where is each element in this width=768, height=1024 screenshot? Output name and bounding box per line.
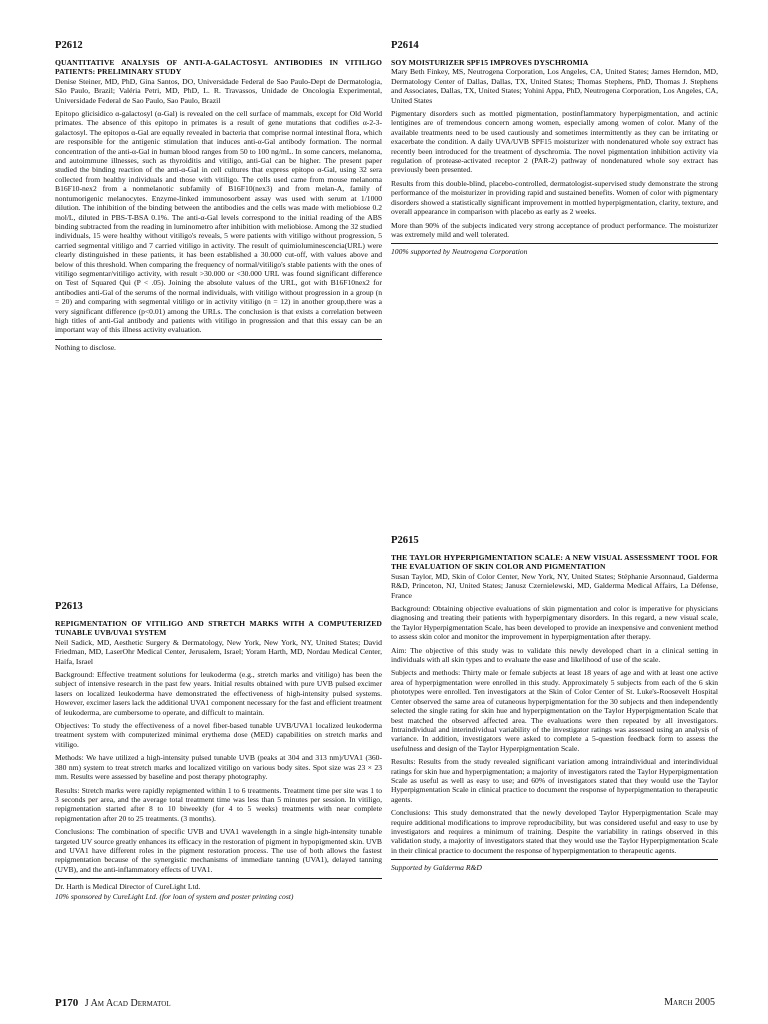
- abstract-paragraph: Results: Stretch marks were rapidly repigmented within 1 to 6 treatments. Treatment time per site was 1 to 3 seconds per area, and the average total treatment time was less than 5 minutes per session. In vitiligo, repigmentation started after 8 to 10 biweekly (for 4 to 5 weeks) treatments with near complete repigmentation after 20 to 25 treatments. (3 months).: [55, 785, 382, 823]
- abstract-authors: Susan Taylor, MD, Skin of Color Center, New York, NY, United States; Stéphanie Arsonnaud, Galderma R&D, Princeton, NJ, United States; Janusz Czernielewski, MD, Galderma Medical Affairs, La Défense, France: [391, 571, 718, 600]
- abstract-authors: Denise Steiner, MD, PhD, Gina Santos, DO, Universidade Federal de Sao Paulo-Dept de Dermatologia, São Paulo, Brazil; Valéria Petri, MD, PhD, L. R. Travassos, Unidade de Oncologia Experimental, Universidade Federal de Sao Paulo, Sao Paulo, Brazil: [55, 76, 382, 105]
- abstract-code: P2613: [55, 601, 83, 612]
- abstract-paragraph: Methods: We have utilized a high-intensity pulsed tunable UVB (peaks at 304 and 313 nm)/UVA1 (360-380 nm) system to treat stretch marks and localized vitiligo on various body sites. Spot size was 23 × 23 mm. Results were assessed by baseline and post therapy photography.: [55, 753, 382, 782]
- abstract-paragraph: Conclusions: The combination of specific UVB and UVA1 wavelength in a single high-intensity tunable targeted UV source greatly enhances its efficacy in the restoration of pigment in hypopigmented skin. UVB and UVA1 have different roles in the pigment restoration process. The use of both allows the fastest repigmentation because of the synergistic mechanisms of immediate tanning (UVA1), delayed tanning (UVB), and the anti-inflammatory effects of UVA1.: [55, 827, 382, 874]
- journal-name: J Am Acad Dermatol: [84, 998, 171, 1009]
- disclosure-note: Dr. Harth is Medical Director of CureLight Ltd.: [55, 882, 201, 892]
- abstract-paragraph: More than 90% of the subjects indicated very strong acceptance of product performance. The moisturizer was extremely mild and well tolerated.: [391, 220, 718, 239]
- abstract-title: QUANTITATIVE ANALYSIS OF ANTI-Α-GALACTOSYL ANTIBODIES IN VITILIGO PATIENTS: PRELIMINARY STUDY: [55, 58, 382, 77]
- abstract-authors: Mary Beth Finkey, MS, Neutrogena Corporation, Los Angeles, CA, United States; James Herndon, MD, Dermatology Center of Dallas, Dallas, TX, United States; Thomas Stephens, PhD, Thomas J. Stephens and Associates, Dallas, TX, United States; Yohini Appa, PhD, Neutrogena Corporation, Los Angeles, CA, United States: [391, 67, 718, 105]
- page-number: P170: [55, 997, 79, 1009]
- support-note: 100% supported by Neutrogena Corporation: [391, 247, 528, 257]
- divider: [55, 339, 382, 340]
- abstract-p2612: [55, 40, 382, 352]
- abstract-code: P2615: [391, 535, 419, 546]
- abstract-p2615: [391, 535, 718, 873]
- abstract-paragraph: Results from this double-blind, placebo-controlled, dermatologist-supervised study demonstrate the strong performance of the moisturizer in providing rapid and sustained benefits. Women of color with pigmentary disorders showed a statistically significant improvement in mottled hyperpigmentation, clarity, texture, and overall appearance in comparison with placebo as early as 2 weeks.: [391, 178, 718, 217]
- abstract-paragraph: Pigmentary disorders such as mottled pigmentation, postinflammatory hyperpigmentation, and actinic lentigines are of tremendous concern among women, especially among women of color. Many of the available treatments need to be used cautiously and sometimes intermittently as they can be irritating or exacerbate the condition. A daily UVA/UVB SPF15 moisturizer with nondenatured whole soy extract has recently been introduced for the treatment of dyschromia. The novel pigmentation inhibition activity via regulation of protease-activated receptor 2 (PAR-2) pathway of nondenatured whole soy extract has previously been presented.: [391, 109, 718, 175]
- abstract-paragraph: Aim: The objective of this study was to validate this newly developed chart in a clinical setting in individuals with all skin types and to evaluate the ease and likelihood of use of the scale.: [391, 645, 718, 665]
- abstract-title: REPIGMENTATION OF VITILIGO AND STRETCH MARKS WITH A COMPUTERIZED TUNABLE UVB/UVA1 SYSTEM: [55, 619, 382, 638]
- abstract-paragraph: Results: Results from the study revealed significant variation among intraindividual and interindividual ratings for skin hue and hyperpigmentation; a majority of investigators rated the Taylor Hyperpigmentation Scale as useful as well as easy to use; and 60% of investigators stated that they would use the Taylor Hyperpigmentation Scale in clinical practice to document the response of hyperpigmentation to therapeutic agents.: [391, 757, 718, 804]
- divider: [391, 243, 718, 244]
- divider: [391, 859, 718, 860]
- abstract-code: P2612: [55, 40, 83, 51]
- support-note: Supported by Galderma R&D: [391, 863, 482, 873]
- abstract-title: THE TAYLOR HYPERPIGMENTATION SCALE: A NEW VISUAL ASSESSMENT TOOL FOR THE EVALUATION OF SKIN COLOR AND PIGMENTATION: [391, 553, 718, 572]
- disclosure-note: Nothing to disclose.: [55, 342, 116, 352]
- abstract-paragraph: Epitopo glicisidico α-galactosyl (α-Gal) is revealed on the cell surface of mammals, except for Old World primates. The absence of this epitopo in primates is a result of gene mutations that codifies α-2-3-galactosyl. The epitopos α-Gal are equally revealed in bacteria that comprise normal intestinal flora, which are responsible for the antigenic stimulation that induces anti-α-Gal antibody formation. The normal concentration of the anti-α-Gal in human blood ranges from 50 to 100 ng/mL. In some cancers, melanoma, and autoimmune illnesses, such as thyroiditis and vitiligo, anti-Gal can be higher. The present paper studied the binding reaction of the anti-α-Gal in cell cultures that express epitopo α-Gal, using 32 sera collected from healthy individuals and those with vitiligo. The cells used came from mouse melanoma B16F10-nex2 from a nonmelanotic subfamily of B16F10(nex3) and from melan-A, family of nontumorigenic melanocytes. Enzyme-linked immunosorbent assay was used with serum at 1/1000 dilution. The inhibition of the binding between the antibodies and the cells was made with meliobiose 0.2 mol/L, diluted in PBS-T-BSA 0.1%. The anti-α-Gal levels correspond to the initial reading of the ABS binding subtracted from the reading in luminometro after inhibition with meliobiose. Among the 32 studied individuals, 15 were healthy without vitiligo's reveals, 5 were patients with vitiligo without progression, 5 carried segmental vitiligo and 7 carried vitiligo in activity. The result of quimioluminescencia(URL) were clearly distinguished in these patients, it has been established a 30.000 cut-off, with values above and below of this threshold. When comparing the frequency of normal/vitiligo's stable patients with the ones of vitiligo segmentar/vitiligo activity, with result >30.000 or <30.000 URL was found significant difference on Test of Squared Qui (P < .05). Joining the absolute values of the URL, got with B16F10nex2 for antibodies anti-Gal of the serums of the normal individuals, with vitiligo without progression in a group (n = 20) and comparing with segmental vitiligo or in activity vitiligo (n = 12) in another group,there was a very significant difference (p<0.01) among the URLs. The conclusion is that exists a correlation between high titles of anti-Gal antibody and patients with vitiligo in progression and that this essay can be an important way of this illness activity evaluation.: [55, 109, 382, 335]
- issue-date: March 2005: [664, 997, 715, 1008]
- abstract-code: P2614: [391, 40, 419, 51]
- abstract-p2614: [391, 40, 718, 257]
- abstract-paragraph: Conclusions: This study demonstrated that the newly developed Taylor Hyperpigmentation Scale may require additional modifications to improve reproducibility, but was considered useful and easy to use by investigators and requires a minimum of training. Despite the variability in ratings observed in this validation study, a majority of investigators stated that they would use the Taylor Hyperpigmentation Scale in their clinical practice to document the response of hyperpigmentation to therapeutic agents.: [391, 808, 718, 855]
- abstract-p2613: [55, 601, 382, 901]
- support-note: 10% sponsored by CureLight Ltd. (for loan of system and poster printing cost): [55, 891, 294, 901]
- abstract-paragraph: Background: Effective treatment solutions for leukoderma (e.g., stretch marks and vitiligo) has been the subject of intensive research in the past few years. Initial results obtained with pure UVB pulsed excimer lasers on localized leukoderma have demonstrated the effectiveness of high-intensity pulsed systems. However, excimer lasers lack the additional UVA1 component necessary for the fast and efficient treatment of leukoderma, are cumbersome to operate, and difficult to maintain.: [55, 670, 382, 717]
- abstract-authors: Neil Sadick, MD, Aesthetic Surgery & Dermatology, New York, New York, NY, United States; David Friedman, MD, LaserOhr Medical Center, Jerusalem, Israel; Yoram Harth, MD, Nordau Medical Center, Haifa, Israel: [55, 637, 382, 666]
- abstract-paragraph: Subjects and methods: Thirty male or female subjects at least 18 years of age and with at least one active area of hyperpigmentation were enrolled in this study. Approximately 5 subjects from each of the 6 skin phototypes were enrolled. Ten investigators at the Skin of Color Center of St. Luke's-Roosevelt Hospital Center observed the same area of cutaneous hyperpigmentation for the 30 subjects and then independently selected the single rating for skin hue and hyperpigmentation on the Taylor Hyperpigmentation Scale that best matched the observed affected area. The evaluations were then repeated by all investigators. Intraindividual and interindividual variability of the investigator ratings was assessed using an analysis of variance. In addition, investigators were asked to complete a 5-question feedback form to assess the usefulness and design of the Taylor Hyperpigmentation Scale.: [391, 668, 718, 753]
- abstract-paragraph: Objectives: To study the effectiveness of a novel fiber-based tunable UVB/UVA1 localized leukoderma treatment system with computerized minimal erythema dose (MED) capabilities on stretch marks and vitiligo.: [55, 721, 382, 749]
- divider: [55, 878, 382, 879]
- page-footer: [55, 997, 715, 1009]
- abstract-title: SOY MOISTURIZER SPF15 IMPROVES DYSCHROMIA: [391, 58, 589, 67]
- abstract-paragraph: Background: Obtaining objective evaluations of skin pigmentation and color is imperative for physicians diagnosing and treating their patients with hyperpigmentary disorders. In this regard, a new visual scale, the Taylor Hyperpigmentation Scale, has been developed to provide an inexpensive and convenient method to assess skin color and monitor the improvement in hyperpigmentation after therapy.: [391, 604, 718, 642]
